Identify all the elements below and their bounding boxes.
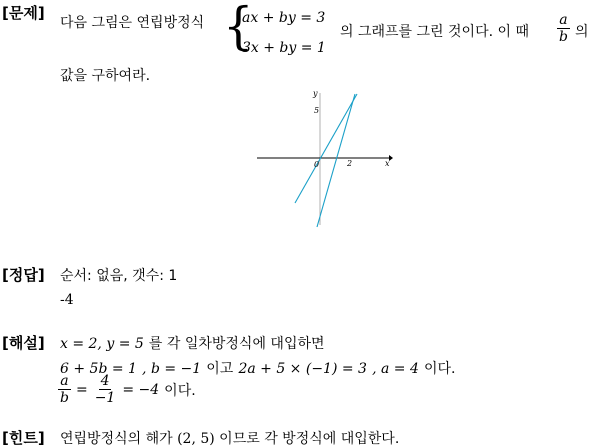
solution-line2-c: 이고 [206,361,234,377]
solution-line3-text: 이다. [164,382,196,399]
hint-tag: [힌트] [2,429,45,447]
equation-2: 3x + by = 1 [242,40,326,56]
solution-line2-e: , a = 4 [372,361,419,377]
solution-line2-a: 6 + 5b = 1 [60,361,137,377]
answer-tag: [정답] [2,266,45,284]
y-axis-label: y [313,89,318,98]
solution-frac-values-num: 4 [100,373,110,389]
problem-fraction [557,13,570,44]
solution-line3 [58,374,196,405]
solution-line1-math: x = 2, y = 5 [60,336,144,352]
fraction-denominator: b [559,29,568,45]
solution-line1 [60,333,325,353]
problem-tag: [문제] [2,4,45,22]
answer-value: -4 [60,292,74,308]
solution-result: = −4 [122,381,160,398]
solution-frac-values [93,374,118,405]
solution-frac-ab-den: b [60,390,69,406]
solution-line2-b: , b = −1 [142,361,202,377]
solution-frac-values-den: −1 [94,390,116,406]
problem-text-before: 다음 그림은 연립방정식 [60,15,205,31]
solution-line2-d: 2a + 5 × (−1) = 3 [238,361,367,377]
origin-label: 0 [314,160,320,169]
solution-line1-text: 를 각 일차방정식에 대입하면 [148,336,325,352]
problem-text-end: 의 [575,24,589,40]
solution-frac-ab-num: a [60,373,69,389]
hint-text: 연립방정식의 해가 (2, 5) 이므로 각 방정식에 대입한다. [60,431,400,447]
solution-line2-f: 이다. [423,361,456,377]
equation-1: ax + by = 3 [242,10,326,26]
solution-tag: [해설] [2,334,45,352]
x-tick-label: 2 [347,159,353,168]
x-axis-label: x [385,159,390,168]
problem-line2: 값을 구하여라. [60,68,151,84]
system-brace: { [223,0,254,56]
solution-frac-ab [58,374,71,405]
graph [255,85,395,230]
y-tick-label: 5 [314,106,320,115]
line-ax-by-3 [295,94,357,203]
solution-eq-sign: = [75,381,88,398]
x-axis-arrow [389,155,393,161]
answer-meta: 순서: 없음, 갯수: 1 [60,268,178,284]
fraction-numerator: a [559,12,568,28]
problem-text-after: 의 그래프를 그린 것이다. 이 때 [340,24,529,40]
